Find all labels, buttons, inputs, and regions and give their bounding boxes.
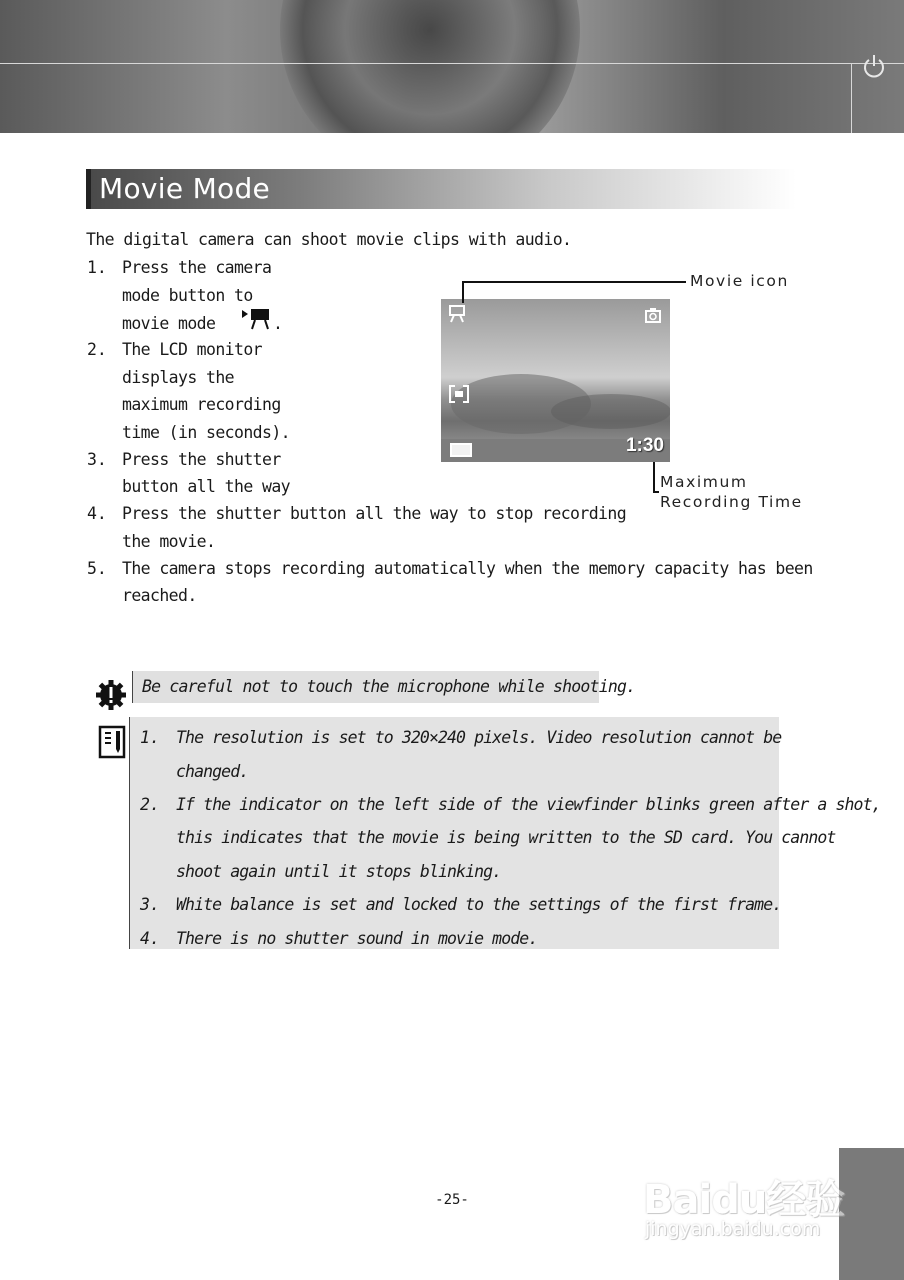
battery-icon	[450, 443, 472, 457]
watermark-url: jingyan.baidu.com	[645, 1218, 821, 1240]
step-number: 2.	[87, 340, 107, 359]
note-number: 2.	[140, 795, 160, 814]
step-3-line-1: Press the shutter	[122, 450, 281, 469]
step-5-line-2: reached.	[122, 586, 197, 605]
callout-max-time-line-2: Recording Time	[660, 493, 803, 511]
step-number: 1.	[87, 258, 107, 277]
note-2-line-1: If the indicator on the left side of the viewfinder blinks green after a shot,	[176, 795, 881, 814]
step-1-line-3: movie mode	[122, 314, 216, 333]
callout-line	[462, 281, 686, 283]
step-1-period: .	[273, 314, 283, 333]
note-4-line-1: There is no shutter sound in movie mode.	[176, 929, 538, 948]
step-number: 4.	[87, 504, 107, 523]
step-2-line-3: maximum recording	[122, 395, 281, 414]
lcd-screen-illustration	[441, 299, 670, 462]
section-title: Movie Mode	[99, 172, 271, 205]
step-number: 5.	[87, 559, 107, 578]
step-1-line-1: Press the camera	[122, 258, 272, 277]
header-rule	[0, 63, 904, 64]
camera-lens-graphic	[280, 0, 580, 133]
step-2-line-4: time (in seconds).	[122, 423, 291, 442]
callout-max-time-line-1: Maximum	[660, 473, 748, 491]
caution-text: Be careful not to touch the microphone while shooting.	[142, 677, 636, 696]
step-3-line-2: button all the way	[122, 477, 291, 496]
callout-line	[653, 462, 655, 493]
note-2-line-2: this indicates that the movie is being written to the SD card. You cannot	[176, 828, 836, 847]
movie-icon	[448, 305, 470, 323]
baidu-watermark	[643, 1150, 849, 1246]
note-2-line-3: shoot again until it stops blinking.	[176, 862, 502, 881]
note-3-line-1: White balance is set and locked to the settings of the first frame.	[176, 895, 782, 914]
step-1-line-2: mode button to	[122, 286, 253, 305]
section-title-bar	[86, 169, 796, 209]
stabilizer-icon	[644, 307, 662, 325]
step-2-line-1: The LCD monitor	[122, 340, 263, 359]
movie-mode-icon	[241, 307, 275, 331]
step-5-line-1: The camera stops recording automatically when the memory capacity has been	[122, 559, 813, 578]
page-number: -25-	[435, 1192, 469, 1208]
intro-text: The digital camera can shoot movie clips with audio.	[86, 230, 572, 249]
callout-line	[653, 491, 659, 493]
callout-movie-icon: Movie icon	[690, 272, 789, 290]
step-4-line-2: the movie.	[122, 532, 216, 551]
memo-icon	[98, 725, 128, 759]
step-2-line-2: displays the	[122, 368, 235, 387]
caution-box	[132, 671, 636, 703]
caution-gear-icon	[95, 679, 127, 711]
note-1-line-2: changed.	[176, 762, 249, 781]
note-number: 4.	[140, 929, 160, 948]
power-icon	[860, 52, 888, 80]
note-number: 1.	[140, 728, 160, 747]
note-number: 3.	[140, 895, 160, 914]
header-banner	[0, 0, 904, 133]
step-4-line-1: Press the shutter button all the way to stop recording	[122, 504, 627, 523]
watermark-logo: Baidu经验	[643, 1177, 845, 1223]
cloud-graphic	[551, 394, 670, 429]
recording-time: 1:30	[625, 435, 664, 456]
header-rule-vertical	[851, 63, 852, 133]
note-1-line-1: The resolution is set to 320×240 pixels. Video resolution cannot be	[176, 728, 782, 747]
focus-frame-icon	[449, 385, 469, 403]
callout-line	[462, 281, 464, 303]
notes-box	[129, 717, 881, 949]
step-number: 3.	[87, 450, 107, 469]
